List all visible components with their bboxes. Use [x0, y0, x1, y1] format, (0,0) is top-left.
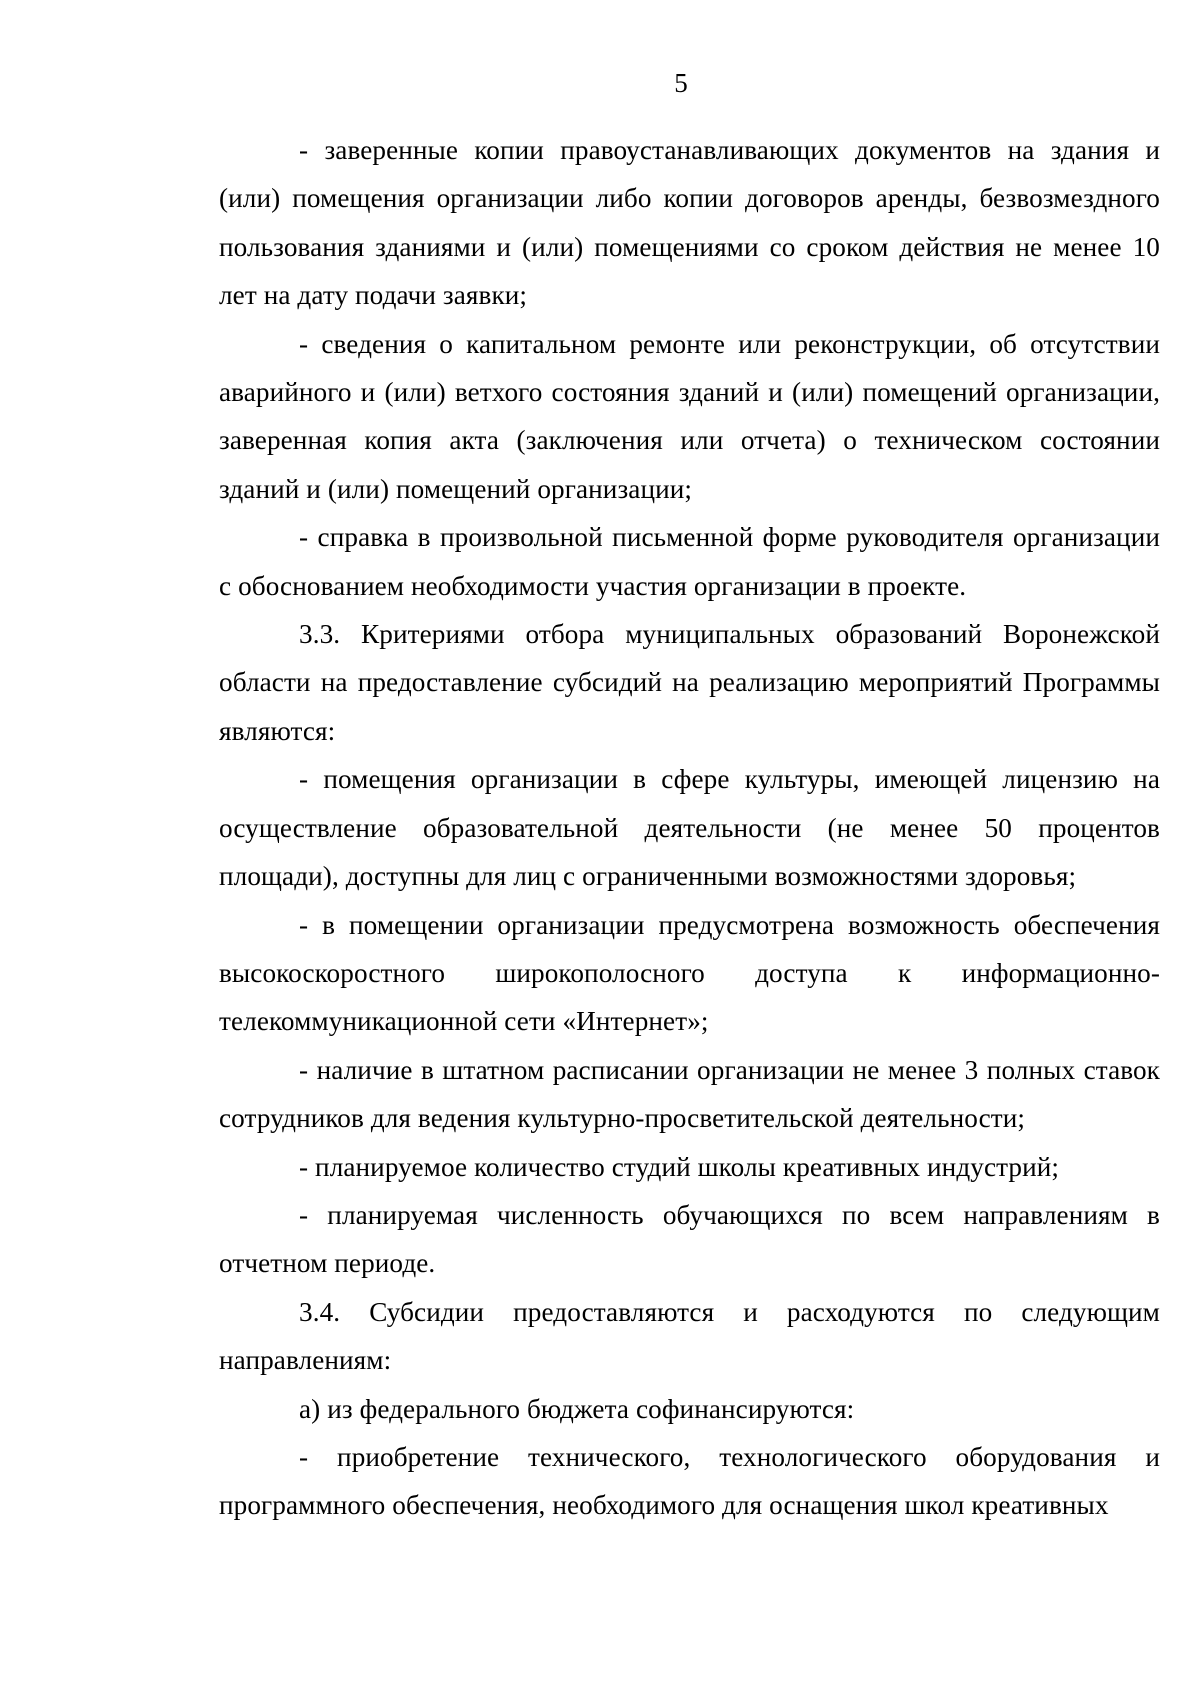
- paragraph-title-documents: - заверенные копии правоустанавливающих документов на здания и (или) помещения организации либо копии договоров аренды, безвозмездного пользования зданиями и (или) помещениями со сроком действия не менее 10 лет на дату подачи заявки;: [219, 135, 1160, 311]
- paragraph-equipment: - приобретение технического, технологического оборудования и программного обеспечения, необходимого для оснащения школ креативных: [219, 1441, 1160, 1521]
- paragraph-section-3-3: 3.3. Критериями отбора муниципальных образований Воронежской области на предоставление субсидий на реализацию мероприятий Программы являются:: [219, 619, 1160, 746]
- paragraph-federal-budget: а) из федерального бюджета софинансируются:: [299, 1393, 855, 1424]
- paragraph-staff: - наличие в штатном расписании организации не менее 3 полных ставок сотрудников для ведения культурно-просветительской деятельности;: [219, 1054, 1160, 1134]
- paragraph-reference: - справка в произвольной письменной форме руководителя организации с обоснованием необходимости участия организации в проекте.: [219, 522, 1160, 601]
- paragraph-internet-access: - в помещении организации предусмотрена возможность обеспечения высокоскоростного широкополосного доступа к информационно-телекоммуникационной сети «Интернет»;: [219, 909, 1160, 1037]
- paragraph-studios: - планируемое количество студий школы креативных индустрий;: [299, 1151, 1060, 1182]
- paragraph-repair-info: - сведения о капитальном ремонте или реконструкции, об отсутствии аварийного и (или) ветхого состояния зданий и (или) помещений организации, заверенная копия акта (заключения или отчета) о техническом состоянии зданий и (или) помещений организации;: [219, 328, 1160, 504]
- paragraph-students: - планируемая численность обучающихся по всем направлениям в отчетном периоде.: [219, 1199, 1160, 1279]
- page-number: 5: [674, 68, 688, 98]
- paragraph-section-3-4: 3.4. Субсидии предоставляются и расходуются по следующим направлениям:: [219, 1296, 1160, 1376]
- document-body: [219, 126, 1160, 1530]
- paragraph-accessibility: - помещения организации в сфере культуры, имеющей лицензию на осуществление образовательной деятельности (не менее 50 процентов площади), доступны для лиц с ограниченными возможностями здоровья;: [219, 764, 1160, 892]
